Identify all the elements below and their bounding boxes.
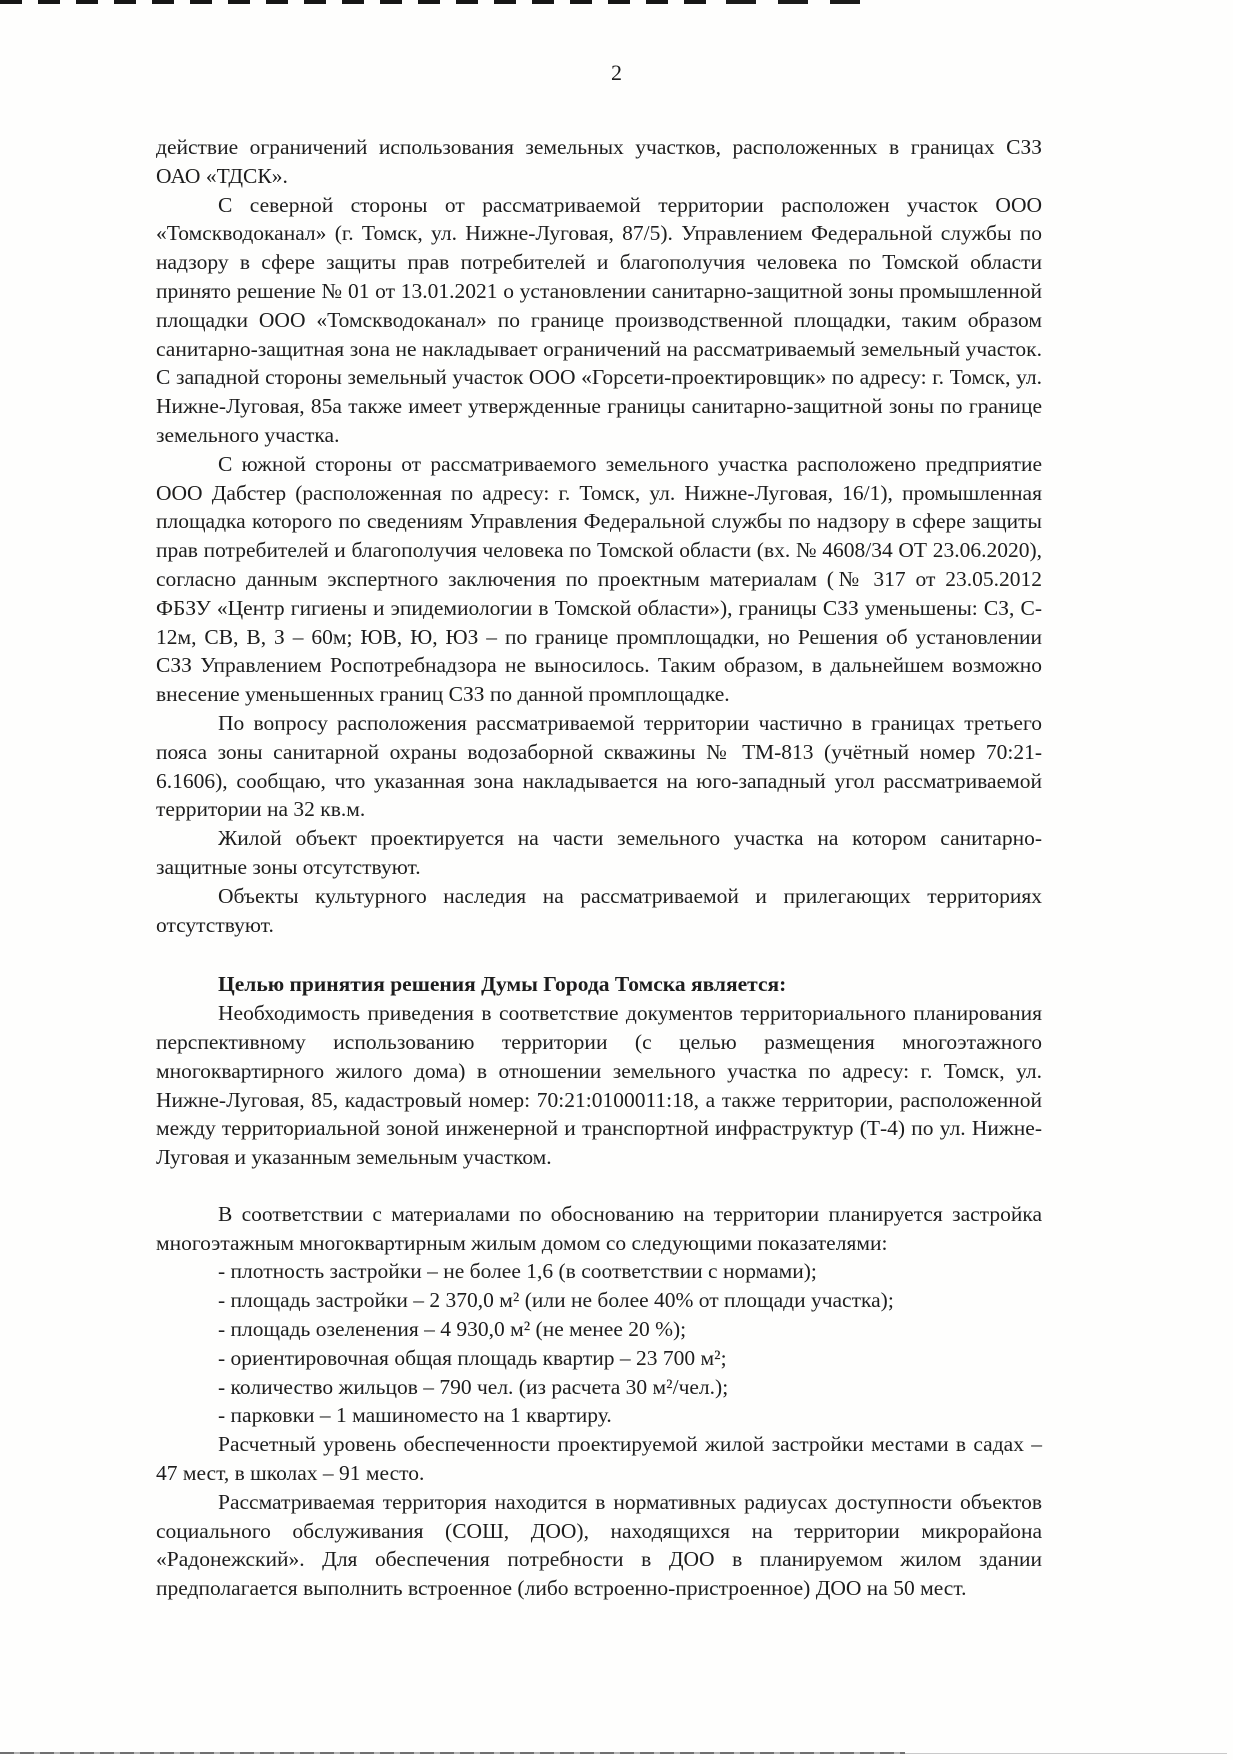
indicator-item-landscaping-area: - площадь озеленения – 4 930,0 м² (не менее 20 %); xyxy=(218,1317,687,1342)
indicator-item-residents-count: - количество жильцов – 790 чел. (из расчета 30 м²/чел.); xyxy=(218,1374,729,1399)
scan-artifact-top-right xyxy=(726,0,876,4)
paragraph-south-side: С южной стороны от рассматриваемого земельного участка расположено предприятие ООО Дабстер (расположенная по адресу: г. Томск, ул. Нижне-Луговая, 16/1), промышленная площадка которого по сведениям Управления Федеральной службы по надзору в сфере защиты прав потребителей и благополучия человека по Томской области (вх. № 4608/34 ОТ 23.06.2020), согласно данным экспертного заключения по проектным материалам (№ 317 от 23.05.2012 ФБЗУ «Центр гигиены и эпидемиологии в Томской области»), границы СЗЗ уменьшены: СЗ, С- 12м, СВ, В, З – 60м; ЮВ, Ю, ЮЗ – по границе промплощадки, но Решения об установлении СЗЗ Управлением Роспотребнадзора не выносилось. Таким образом, в дальнейшем возможно внесение уменьшенных границ СЗЗ по данной промплощадке. xyxy=(156,451,1042,707)
indicator-item-apartments-area: - ориентировочная общая площадь квартир – 23 700 м²; xyxy=(218,1345,727,1370)
paragraph-continuation-szz-tdsk: действие ограничений использования земельных участков, расположенных в границах СЗЗ ОАО «ТДСК». xyxy=(156,135,1042,188)
paragraph-cultural-heritage: Объекты культурного наследия на рассматриваемой и прилегающих территориях отсутствуют. xyxy=(156,883,1042,937)
document-body xyxy=(156,133,1042,1603)
paragraph-north-side: С северной стороны от рассматриваемой территории расположен участок ООО «Томскводоканал» (г. Томск, ул. Нижне-Луговая, 87/5). Управлением Федеральной службы по надзору в сфере защиты прав потребителей и благополучия человека по Томской области принято решение № 01 от 13.01.2021 о установлении санитарно-защитной зоны промышленной площадки ООО «Томскводоканал» по границе производственной площадки, таким образом санитарно-защитная зона не накладывает ограничений на рассматриваемый земельный участок. С западной стороны земельный участок ООО «Горсети-проектировщик» по адресу: г. Томск, ул. Нижне-Луговая, 85а также имеет утвержденные границы санитарно-защитной зоны по границе земельного участка. xyxy=(156,192,1042,447)
paragraph-accessibility: Рассматриваемая территория находится в нормативных радиусах доступности объектов социального обслуживания (СОШ, ДОО), находящихся на территории микрорайона «Радонежский». Для обеспечения потребности в ДОО в планируемом жилом здании предполагается выполнить встроенное (либо встроенно-пристроенное) ДОО на 50 мест. xyxy=(156,1489,1042,1601)
indicator-item-building-area: - площадь застройки – 2 370,0 м² (или не более 40% от площади участка); xyxy=(218,1288,894,1313)
paragraph-development-plan: В соответствии с материалами по обоснованию на территории планируется застройка многоэтажным многоквартирным жилым домом со следующими показателями: xyxy=(156,1201,1042,1255)
page-number: 2 xyxy=(611,60,622,85)
paragraph-social-provision: Расчетный уровень обеспеченности проектируемой жилой застройки местами в садах – 47 мест, в школах – 91 место. xyxy=(156,1432,1042,1486)
indicator-item-parking: - парковки – 1 машиноместо на 1 квартиру. xyxy=(218,1403,612,1428)
paragraph-residential-object: Жилой объект проектируется на части земельного участка на котором санитарно-защитные зоны отсутствуют. xyxy=(156,826,1042,879)
scan-artifact-bottom-left xyxy=(0,1752,905,1754)
paragraph-water-well-zone: По вопросу расположения рассматриваемой территории частично в границах третьего пояса зоны санитарной охраны водозаборной скважины № ТМ-813 (учётный номер 70:21-6.1606), сообщаю, что указанная зона накладывается на юго-западный угол рассматриваемой территории на 32 кв.м. xyxy=(156,710,1042,822)
paragraph-decision-goal: Необходимость приведения в соответствие документов территориального планирования перспективному использованию территории (с целью размещения многоэтажного многоквартирного жилого дома) в отношении земельного участка по адресу: г. Томск, ул. Нижне-Луговая, 85, кадастровый номер: 70:21:0100011:18, а также территории, расположенной между территориальной зоной инженерной и транспортной инфраструктур (Т-4) по ул. Нижне-Луговая и указанным земельным участком. xyxy=(156,1001,1042,1170)
scan-artifact-top-left xyxy=(0,0,710,4)
decision-goal-heading: Целью принятия решения Думы Города Томска является: xyxy=(218,972,787,997)
indicator-item-density: - плотность застройки – не более 1,6 (в соответствии с нормами); xyxy=(218,1259,817,1284)
scan-artifact-bottom-right xyxy=(905,1753,1227,1754)
